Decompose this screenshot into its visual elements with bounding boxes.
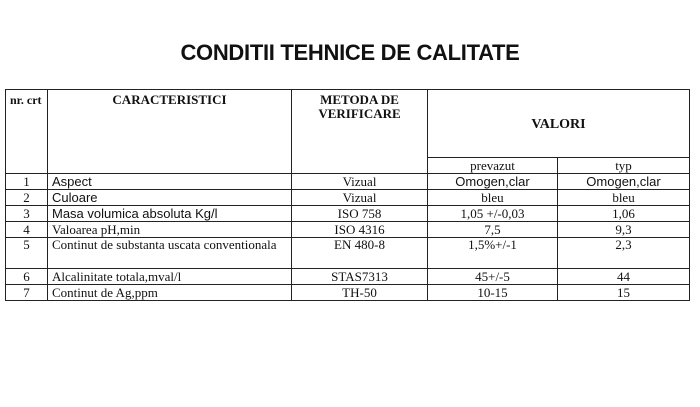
row-caracteristica: Masa volumica absoluta Kg/l [48, 206, 292, 222]
row-typ: Omogen,clar [558, 174, 690, 190]
header-typ: typ [558, 158, 690, 174]
row-caracteristica: Continut de Ag,ppm [48, 285, 292, 301]
table-row [6, 269, 690, 285]
row-prevazut: 7,5 [428, 222, 558, 238]
page-title: CONDITII TEHNICE DE CALITATE [180, 40, 520, 65]
row-caracteristica: Aspect [48, 174, 292, 190]
row-metoda: STAS7313 [292, 269, 428, 285]
row-typ: bleu [558, 190, 690, 206]
row-metoda: EN 480-8 [292, 238, 428, 269]
row-nr: 2 [6, 190, 48, 206]
row-caracteristica: Alcalinitate totala,mval/l [48, 269, 292, 285]
table-row [6, 285, 690, 301]
row-metoda: Vizual [292, 190, 428, 206]
row-nr: 1 [6, 174, 48, 190]
row-metoda: ISO 758 [292, 206, 428, 222]
row-typ: 15 [558, 285, 690, 301]
quality-table [5, 89, 690, 301]
row-caracteristica: Valoarea pH,min [48, 222, 292, 238]
row-typ: 9,3 [558, 222, 690, 238]
header-prevazut: prevazut [428, 158, 558, 174]
header-nr: nr. crt [6, 90, 48, 174]
row-typ: 1,06 [558, 206, 690, 222]
row-nr: 7 [6, 285, 48, 301]
row-nr: 6 [6, 269, 48, 285]
row-nr: 4 [6, 222, 48, 238]
header-metoda: METODA DE VERIFICARE [292, 90, 428, 174]
row-metoda: ISO 4316 [292, 222, 428, 238]
row-typ: 44 [558, 269, 690, 285]
row-prevazut: 1,5%+/-1 [428, 238, 558, 269]
row-prevazut: 45+/-5 [428, 269, 558, 285]
row-prevazut: 1,05 +/-0,03 [428, 206, 558, 222]
row-caracteristica: Continut de substanta uscata conventionala [48, 238, 292, 269]
table-row [6, 222, 690, 238]
table-row [6, 238, 690, 269]
header-valori: VALORI [428, 90, 690, 158]
table-row [6, 206, 690, 222]
header-caracteristici: CARACTERISTICI [48, 90, 292, 174]
row-typ: 2,3 [558, 238, 690, 269]
row-prevazut: Omogen,clar [428, 174, 558, 190]
row-nr: 5 [6, 238, 48, 269]
row-prevazut: bleu [428, 190, 558, 206]
row-prevazut: 10-15 [428, 285, 558, 301]
table-row [6, 190, 690, 206]
row-nr: 3 [6, 206, 48, 222]
table-row [6, 174, 690, 190]
row-metoda: TH-50 [292, 285, 428, 301]
row-caracteristica: Culoare [48, 190, 292, 206]
row-metoda: Vizual [292, 174, 428, 190]
